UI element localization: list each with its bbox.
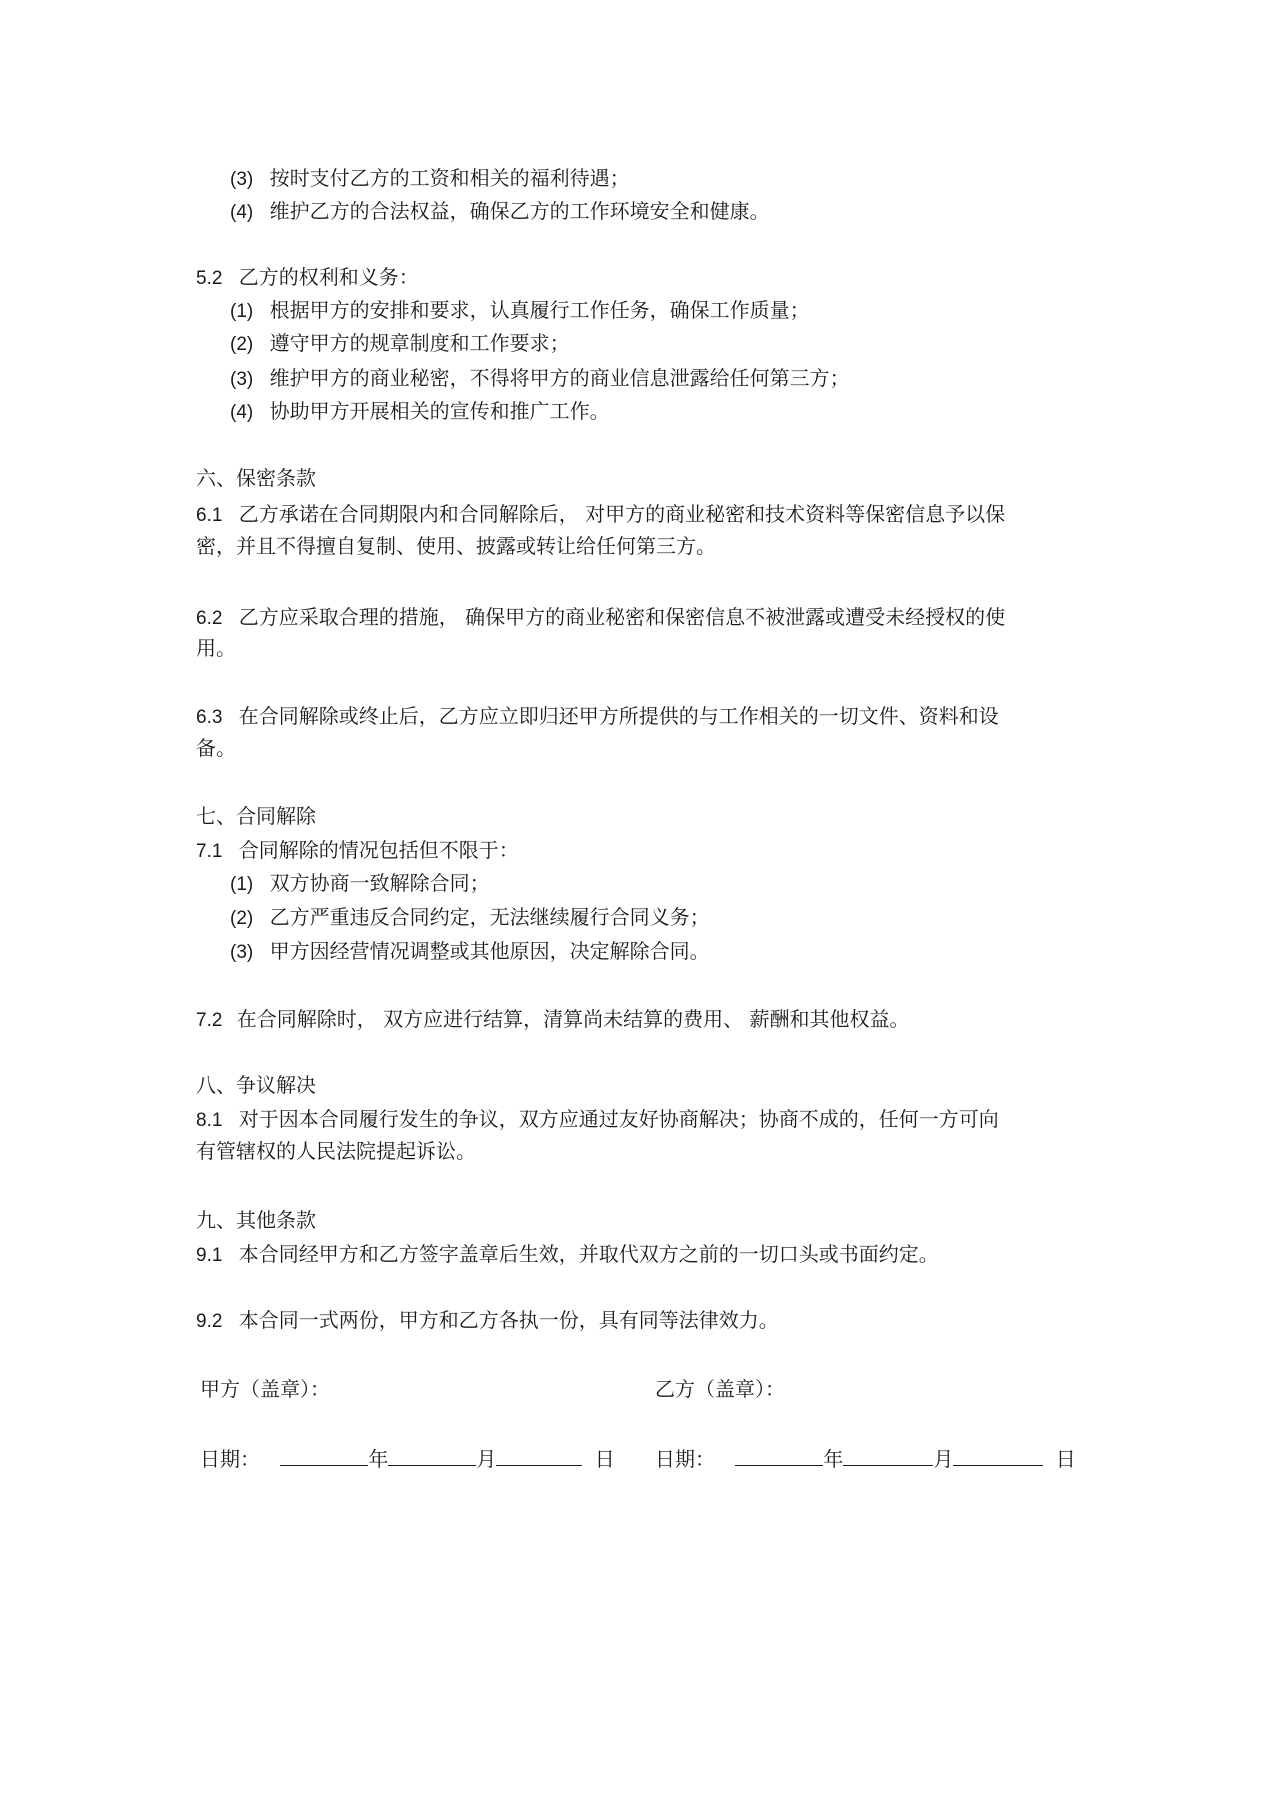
item-text: 协助甲方开展相关的宣传和推广工作。 [269,399,610,423]
item-number: (3) [230,169,254,190]
item-text: 遵守甲方的规章制度和工作要求； [269,331,570,355]
clause-number: 5.2 [196,268,223,289]
item-text: 维护甲方的商业秘密，不得将甲方的商业信息泄露给任何第三方； [269,366,850,390]
year-label: 年 [823,1447,844,1471]
section-8-title: 八、争议解决 [196,1073,316,1097]
clause-number: 7.1 [196,841,223,862]
clause-text: 合同解除的情况包括但不限于： [238,838,519,862]
clause-number: 9.2 [196,1311,223,1332]
day-blank[interactable] [496,1445,582,1466]
item-text: 乙方严重违反合同约定，无法继续履行合同义务； [269,905,710,929]
clause-number: 7.2 [196,1010,223,1031]
party-b-item-2 [230,329,570,359]
clause-5-2-heading [196,263,419,293]
clause-6-2-line-2: 用。 [196,636,236,660]
item-number: (3) [230,942,254,963]
clause-text: 在合同解除或终止后，乙方应立即归还甲方所提供的与工作相关的一切文件、资料和设 [238,704,999,728]
month-blank[interactable] [388,1445,476,1466]
section-7-title: 七、合同解除 [196,804,316,828]
clause-text: 对于因本合同履行发生的争议，双方应通过友好协商解决；协商不成的，任何一方可向 [238,1107,999,1131]
clause-6-1-line-2: 密，并且不得擅自复制、使用、披露或转让给任何第三方。 [196,534,716,558]
item-number: (2) [230,908,254,929]
party-b-date-line [655,1445,1076,1473]
item-number: (3) [230,369,254,390]
clause-9-2 [196,1306,779,1336]
year-label: 年 [368,1447,389,1471]
clause-number: 6.2 [196,608,223,629]
clause-6-1-line-1 [196,500,1005,530]
party-b-seal-label: 乙方（盖章）： [655,1377,785,1401]
party-a-date-line [200,1445,615,1473]
termination-item-1 [230,869,490,899]
party-b-item-3 [230,364,850,394]
year-blank[interactable] [735,1445,823,1466]
date-label: 日期： [655,1447,715,1471]
item-text: 双方协商一致解除合同； [269,871,490,895]
day-blank[interactable] [953,1445,1043,1466]
clause-number: 6.3 [196,707,223,728]
item-number: (4) [230,402,254,423]
termination-item-2 [230,903,710,933]
clause-text: 乙方应采取合理的措施， 确保甲方的商业秘密和保密信息不被泄露或遭受未经授权的使 [238,605,1006,629]
party-b-item-1 [230,296,810,326]
party-a-item-3 [230,164,630,194]
clause-heading: 乙方的权利和义务： [238,265,419,289]
termination-item-3 [230,937,710,967]
clause-7-2 [196,1005,910,1035]
clause-9-1 [196,1240,939,1270]
clause-6-3-line-1 [196,702,999,732]
clause-text: 乙方承诺在合同期限内和合同解除后， 对甲方的商业秘密和技术资料等保密信息予以保 [238,502,1006,526]
section-9-title: 九、其他条款 [196,1208,316,1232]
clause-7-1 [196,836,519,866]
month-blank[interactable] [843,1445,933,1466]
clause-text: 本合同经甲方和乙方签字盖章后生效，并取代双方之前的一切口头或书面约定。 [238,1242,939,1266]
item-text: 根据甲方的安排和要求，认真履行工作任务，确保工作质量； [269,298,810,322]
clause-number: 6.1 [196,505,223,526]
clause-6-3-line-2: 备。 [196,736,236,760]
day-label: 日 [594,1447,615,1471]
clause-text: 在合同解除时， 双方应进行结算，清算尚未结算的费用、 薪酬和其他权益。 [236,1007,910,1031]
item-number: (1) [230,301,254,322]
clause-number: 8.1 [196,1110,223,1131]
year-blank[interactable] [280,1445,368,1466]
item-text: 按时支付乙方的工资和相关的福利待遇； [269,166,630,190]
clause-8-1-line-2: 有管辖权的人民法院提起诉讼。 [196,1139,476,1163]
clause-text: 本合同一式两份，甲方和乙方各执一份，具有同等法律效力。 [238,1308,779,1332]
item-text: 甲方因经营情况调整或其他原因，决定解除合同。 [269,939,710,963]
item-number: (1) [230,874,254,895]
item-number: (2) [230,334,254,355]
month-label: 月 [476,1447,497,1471]
month-label: 月 [933,1447,954,1471]
party-b-item-4 [230,397,610,427]
party-a-seal-label: 甲方（盖章）： [200,1377,330,1401]
clause-number: 9.1 [196,1245,223,1266]
date-label: 日期： [200,1447,260,1471]
item-text: 维护乙方的合法权益，确保乙方的工作环境安全和健康。 [269,199,770,223]
clause-8-1-line-1 [196,1105,999,1135]
item-number: (4) [230,202,254,223]
party-a-item-4 [230,197,770,227]
clause-6-2-line-1 [196,603,1005,633]
section-6-title: 六、保密条款 [196,466,316,490]
day-label: 日 [1055,1447,1076,1471]
